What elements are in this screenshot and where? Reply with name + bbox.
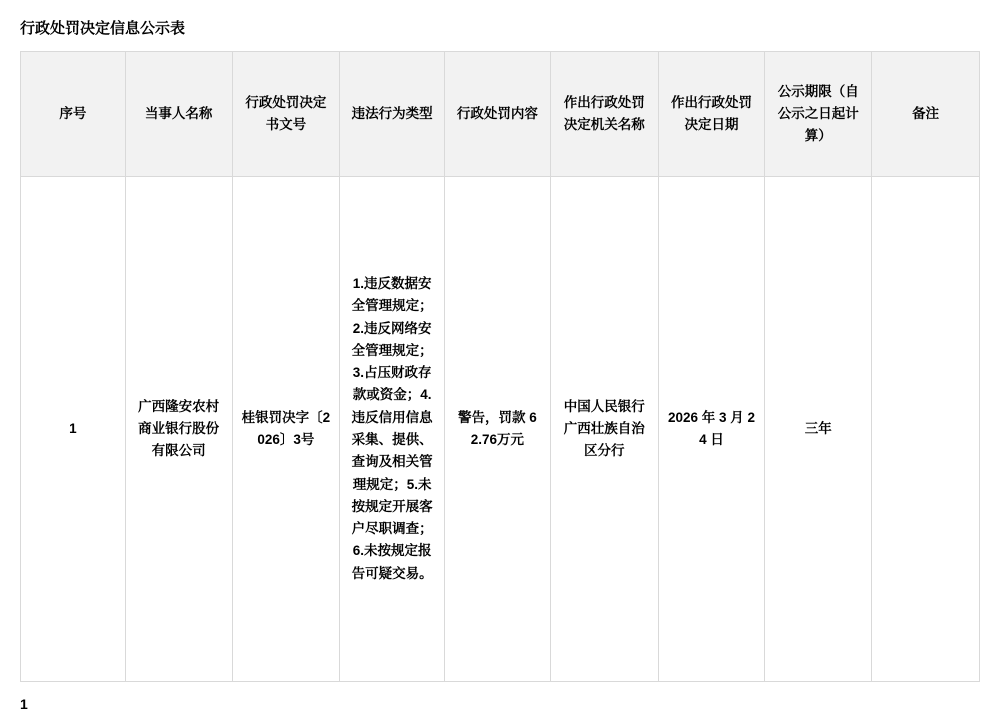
- cell-penalty-content: 警告，罚款 62.76万元: [445, 177, 551, 682]
- column-header-penalty-content: 行政处罚内容: [445, 52, 551, 177]
- cell-index: 1: [21, 177, 126, 682]
- column-header-authority: 作出行政处罚决定机关名称: [550, 52, 658, 177]
- cell-party-name: 广西隆安农村商业银行股份有限公司: [125, 177, 232, 682]
- column-header-decision-date: 作出行政处罚决定日期: [658, 52, 765, 177]
- column-header-party-name: 当事人名称: [125, 52, 232, 177]
- table-row: [21, 177, 980, 682]
- page-title: 行政处罚决定信息公示表: [20, 20, 186, 37]
- table-body: [21, 177, 980, 682]
- column-header-publicity-period: 公示期限（自公示之日起计算）: [765, 52, 872, 177]
- column-header-index: 序号: [21, 52, 126, 177]
- page-number: 1: [20, 696, 28, 712]
- cell-publicity-period: 三年: [765, 177, 872, 682]
- penalty-decision-table: [20, 51, 980, 682]
- column-header-decision-number: 行政处罚决定书文号: [232, 52, 340, 177]
- column-header-remarks: 备注: [872, 52, 980, 177]
- cell-remarks: [872, 177, 980, 682]
- table-header: [21, 52, 980, 177]
- table-header-row: [21, 52, 980, 177]
- cell-decision-date: 2026 年 3 月 24 日: [658, 177, 765, 682]
- cell-decision-number: 桂银罚决字〔2026〕3号: [232, 177, 340, 682]
- column-header-violation-type: 违法行为类型: [340, 52, 445, 177]
- cell-violation-type: 1.违反数据安全管理规定；2.违反网络安全管理规定；3.占压财政存款或资金；4.违反信用信息采集、提供、查询及相关管理规定；5.未按规定开展客户尽职调查；6.未按规定报告可疑交易。: [340, 177, 445, 682]
- cell-authority: 中国人民银行广西壮族自治区分行: [550, 177, 658, 682]
